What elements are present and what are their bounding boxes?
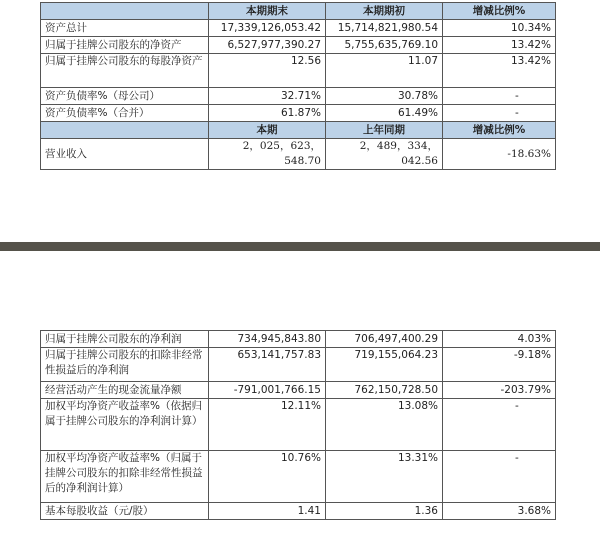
value-end: 17,339,126,053.42 [209,20,326,37]
header-current-period: 本期 [209,122,326,139]
row-label: 基本每股收益（元/股） [41,503,209,520]
row-label: 加权平均净资产收益率%（依据归属于挂牌公司股东的净利润计算） [41,399,209,451]
balance-table [40,2,556,170]
value-prior: 13.08% [326,399,443,451]
value-start: 11.07 [326,54,443,88]
row-label: 归属于挂牌公司股东的净资产 [41,37,209,54]
row-label: 归属于挂牌公司股东的净利润 [41,331,209,348]
value-prior: 762,150,728.50 [326,382,443,399]
header-change-pct: 增减比例% [443,3,556,20]
header-blank [41,122,209,139]
value-start: 30.78% [326,88,443,105]
table-row [41,348,556,382]
table-row [41,451,556,503]
value-change: -9.18% [443,348,556,382]
header-period-start: 本期期初 [326,3,443,20]
row-label: 加权平均净资产收益率%（归属于挂牌公司股东的扣除非经常性损益后的净利润计算） [41,451,209,503]
header-blank [41,3,209,20]
row-label: 资产负债率%（母公司） [41,88,209,105]
value-start: 5,755,635,769.10 [326,37,443,54]
row-label: 归属于挂牌公司股东的扣除非经常性损益后的净利润 [41,348,209,382]
value-prior: 1.36 [326,503,443,520]
value-current: 734,945,843.80 [209,331,326,348]
value-change: - [443,105,556,122]
value-change: -203.79% [443,382,556,399]
value-change: 10.34% [443,20,556,37]
value-current: 1.41 [209,503,326,520]
value-current: 12.11% [209,399,326,451]
value-start: 61.49% [326,105,443,122]
value-end: 61.87% [209,105,326,122]
row-label: 归属于挂牌公司股东的每股净资产 [41,54,209,88]
table-row [41,105,556,122]
value-prior: 719,155,064.23 [326,348,443,382]
value-change: 3.68% [443,503,556,520]
header-prior-year: 上年同期 [326,122,443,139]
revenue-change: -18.63% [443,139,556,170]
table-row [41,54,556,88]
table-row [41,88,556,105]
revenue-prior: 2，489，334，042.56 [326,139,443,170]
row-label: 经营活动产生的现金流量净额 [41,382,209,399]
value-start: 15,714,821,980.54 [326,20,443,37]
table-row [41,37,556,54]
row-label: 营业收入 [41,139,209,170]
table-row [41,331,556,348]
value-change: - [443,399,556,451]
top-page-section [0,0,600,242]
value-change: 13.42% [443,37,556,54]
row-label: 资产负债率%（合并） [41,105,209,122]
revenue-current: 2，025，623，548.70 [209,139,326,170]
value-current: 653,141,757.83 [209,348,326,382]
table-row [41,20,556,37]
table-row [41,503,556,520]
value-change: - [443,451,556,503]
value-end: 6,527,977,390.27 [209,37,326,54]
value-change: - [443,88,556,105]
value-end: 32.71% [209,88,326,105]
page-divider [0,242,600,251]
table-header-row [41,122,556,139]
value-current: -791,001,766.15 [209,382,326,399]
value-current: 10.76% [209,451,326,503]
profit-table [40,330,556,520]
table-row [41,399,556,451]
value-prior: 706,497,400.29 [326,331,443,348]
value-end: 12.56 [209,54,326,88]
value-change: 4.03% [443,331,556,348]
value-change: 13.42% [443,54,556,88]
table-row [41,139,556,170]
table-row [41,382,556,399]
table-header-row [41,3,556,20]
row-label: 资产总计 [41,20,209,37]
value-prior: 13.31% [326,451,443,503]
header-change-pct: 增减比例% [443,122,556,139]
header-period-end: 本期期末 [209,3,326,20]
